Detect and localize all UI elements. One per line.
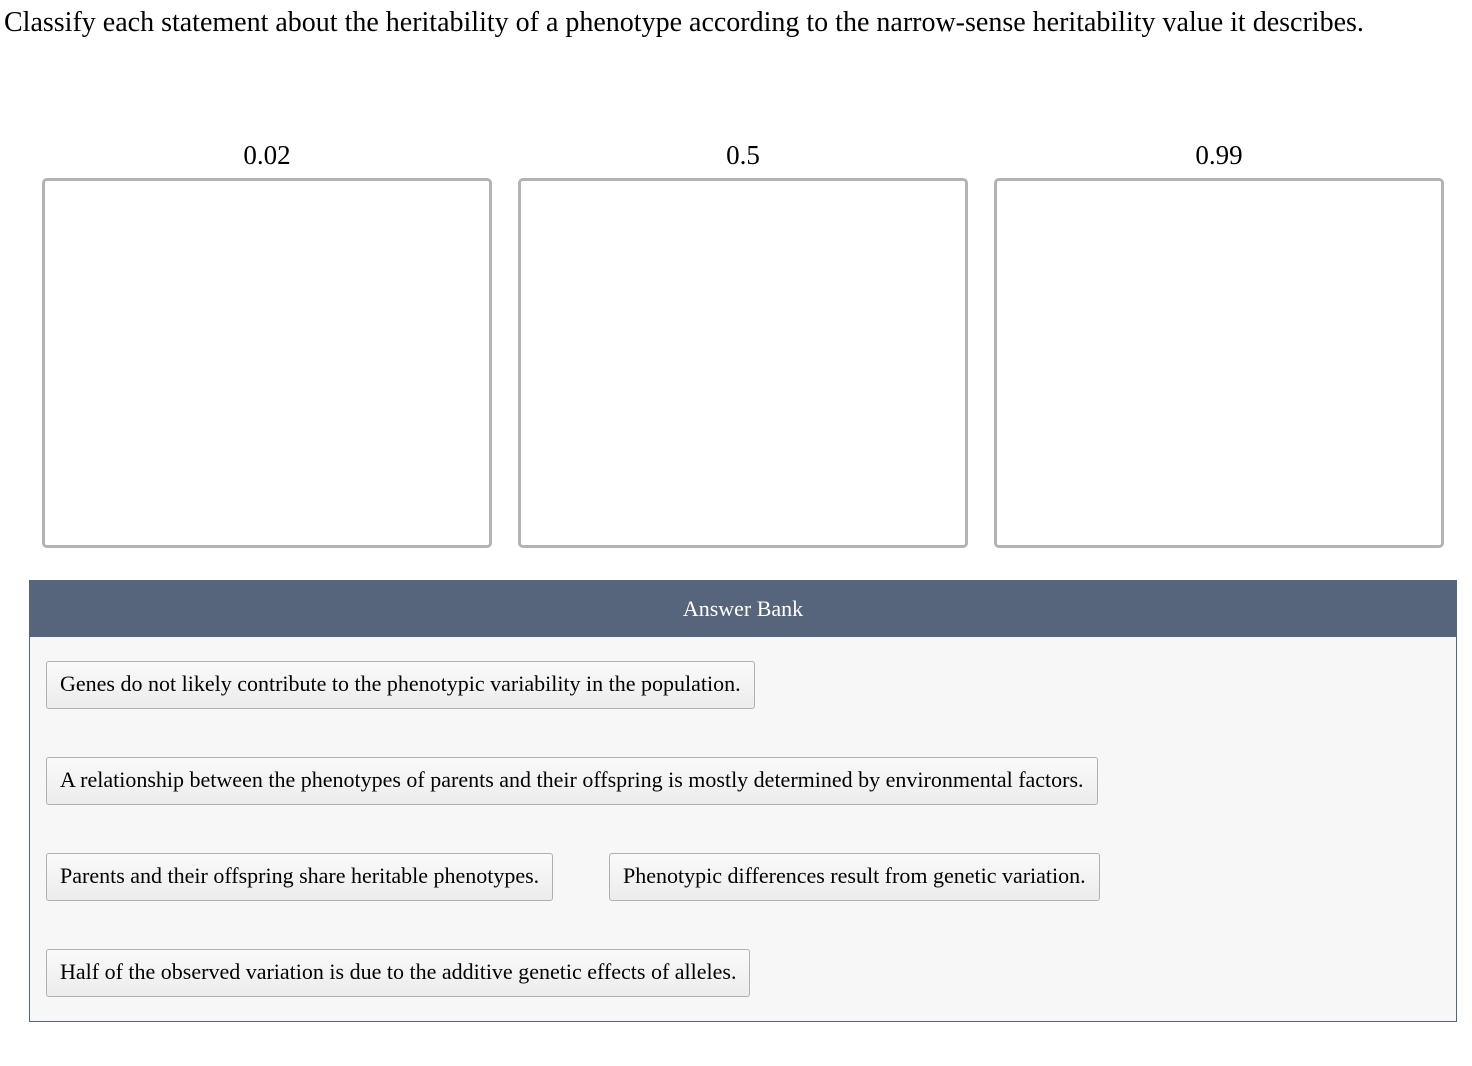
answer-chip[interactable]: Phenotypic differences result from genetic variation. <box>609 853 1100 901</box>
answer-chip[interactable]: A relationship between the phenotypes of parents and their offspring is mostly determined by environmental factors. <box>46 757 1098 805</box>
question-prompt: Classify each statement about the heritability of a phenotype according to the narrow-sense heritability value it describes. <box>4 7 1364 38</box>
answer-chip[interactable]: Genes do not likely contribute to the phenotypic variability in the population. <box>46 661 755 709</box>
category-bins <box>42 140 1446 550</box>
bin-0-02 <box>42 140 492 548</box>
drop-zone[interactable] <box>994 178 1444 548</box>
bin-0-99 <box>994 140 1444 548</box>
drop-zone[interactable] <box>518 178 968 548</box>
answer-chip[interactable]: Half of the observed variation is due to the additive genetic effects of alleles. <box>46 949 750 997</box>
bin-0-5 <box>518 140 968 548</box>
bin-label: 0.99 <box>1195 140 1243 170</box>
bin-label: 0.02 <box>243 140 291 170</box>
drop-zone[interactable] <box>42 178 492 548</box>
bin-label: 0.5 <box>726 140 760 170</box>
answer-bank-title: Answer Bank <box>30 581 1456 637</box>
answer-bank <box>29 580 1457 1022</box>
answer-chip[interactable]: Parents and their offspring share heritable phenotypes. <box>46 853 553 901</box>
